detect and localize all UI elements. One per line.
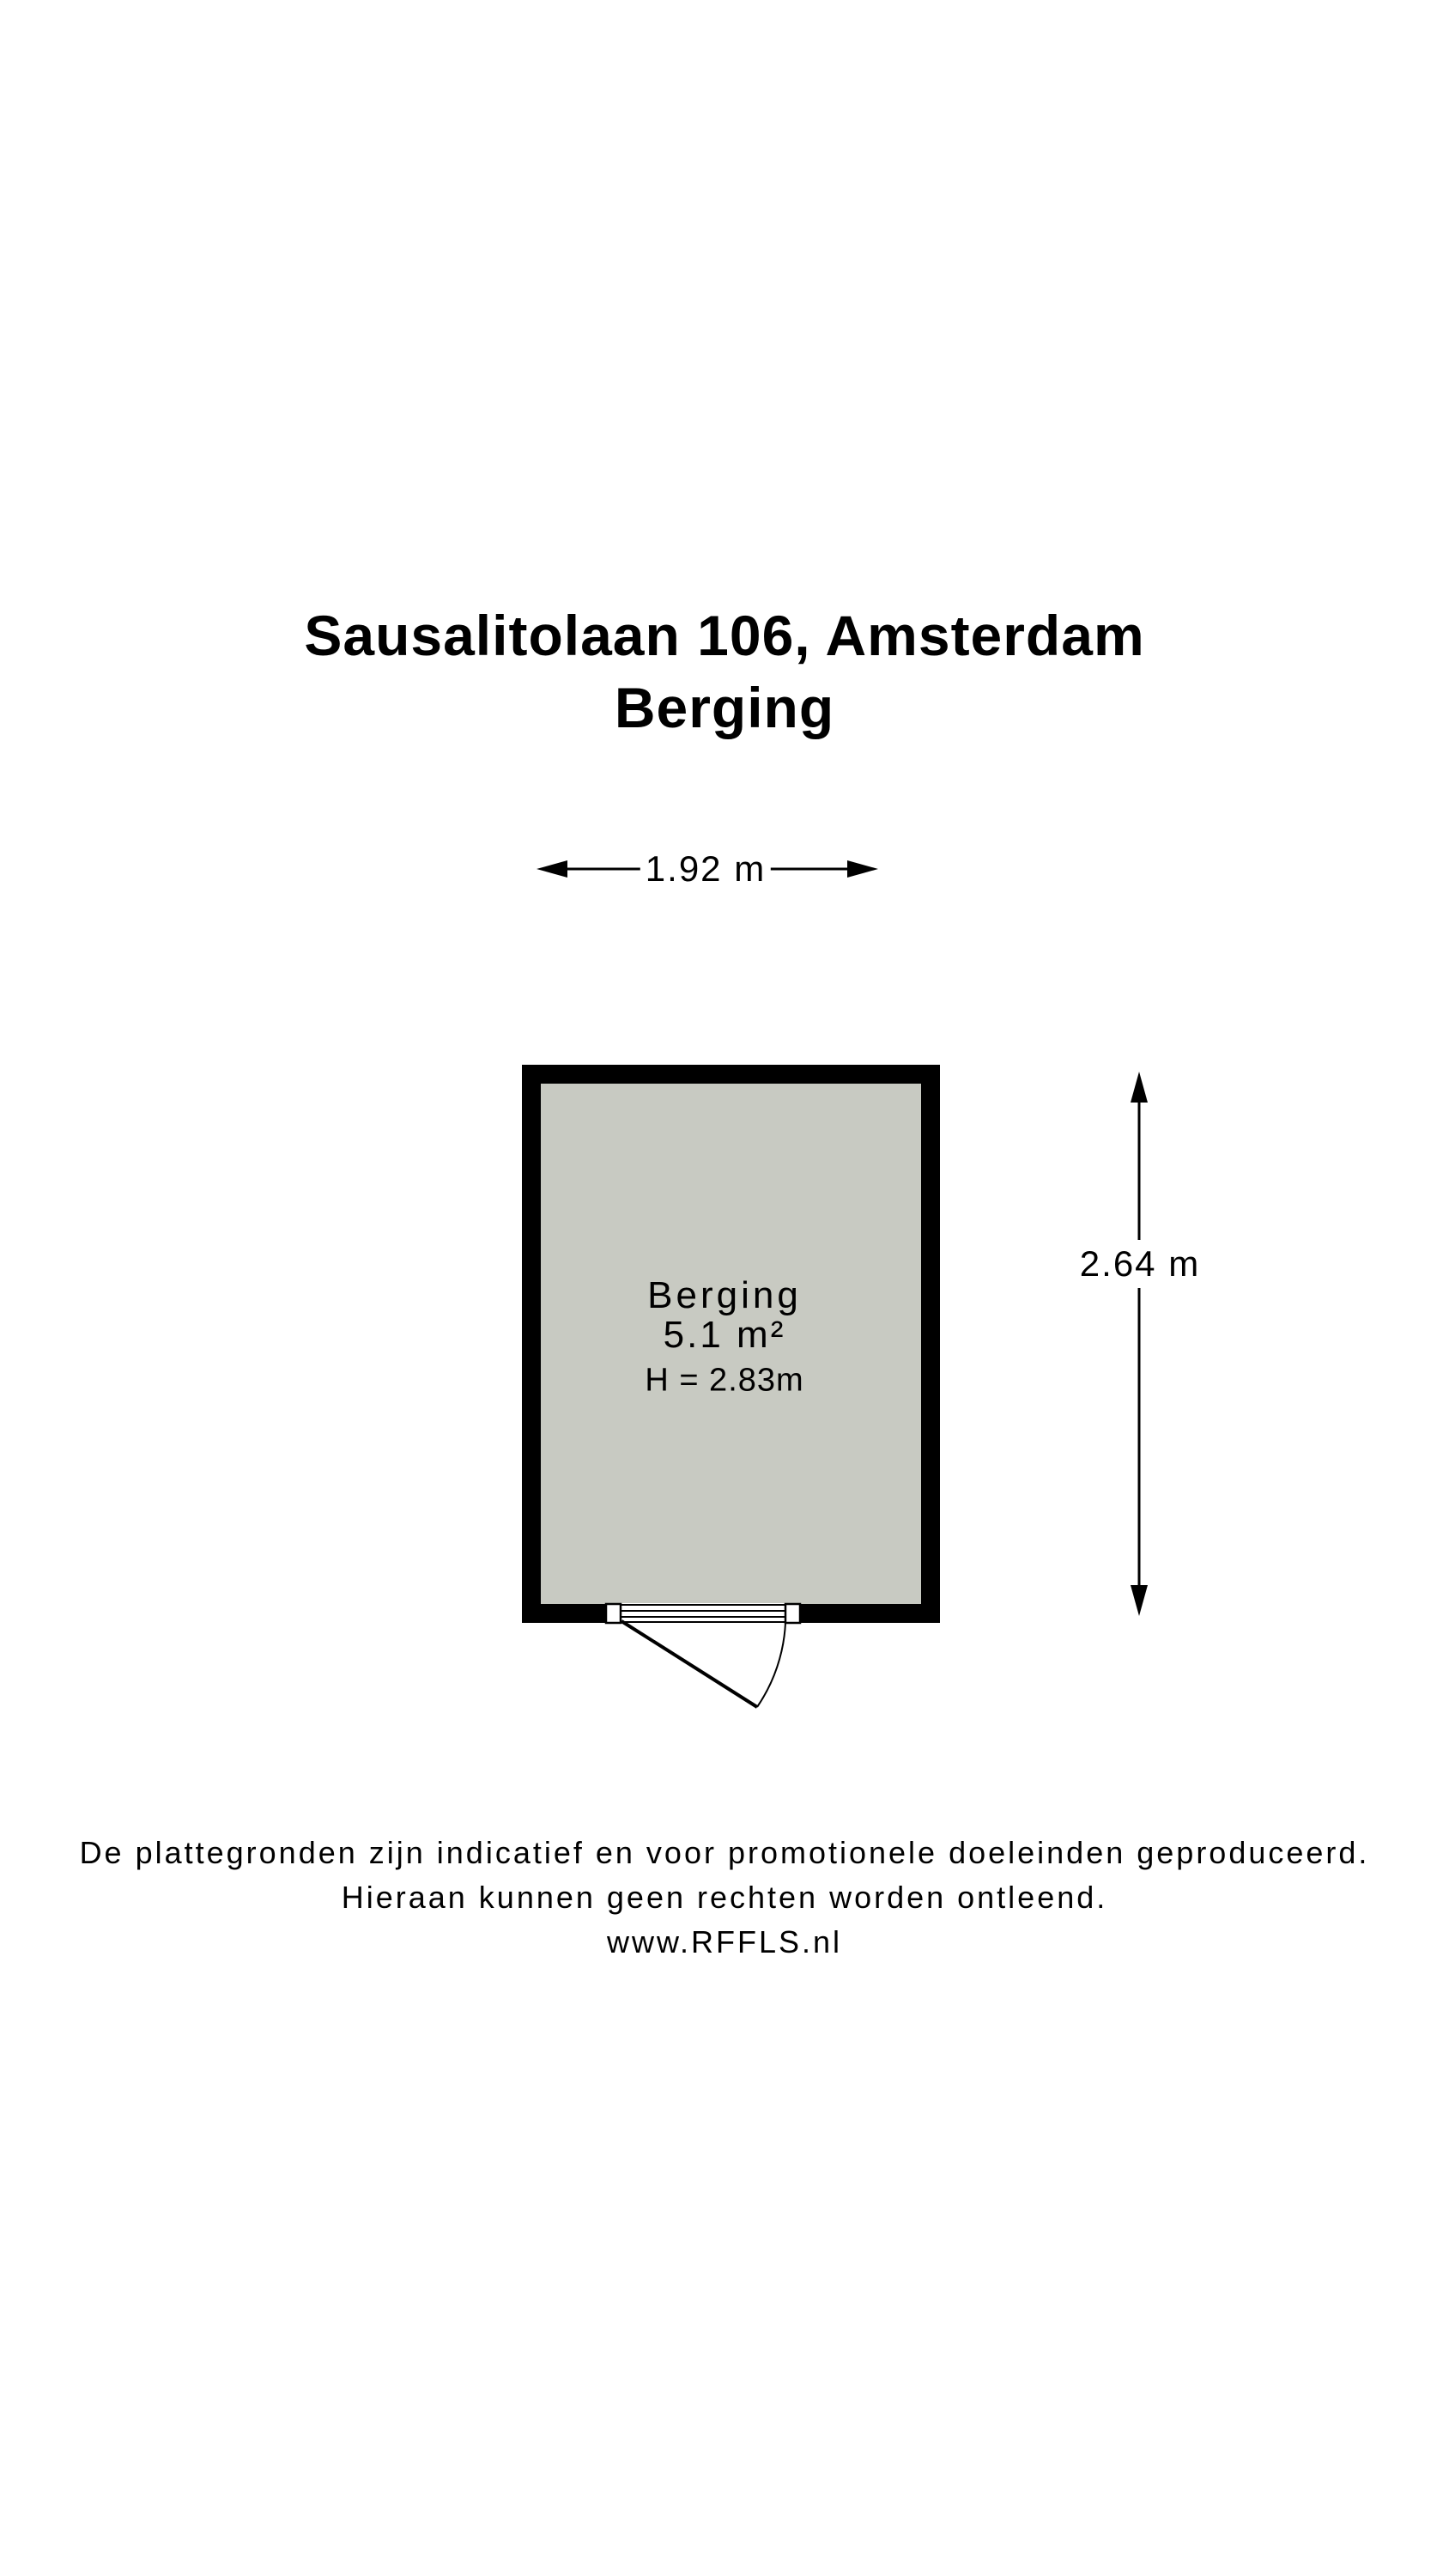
footer-website: www.RFFLS.nl <box>606 1924 843 1959</box>
door-leaf <box>621 1621 757 1707</box>
door-swing-arc <box>757 1623 785 1707</box>
title-address: Sausalitolaan 106, Amsterdam <box>304 604 1145 667</box>
arrow-right-icon <box>847 860 878 878</box>
width-dimension-label: 1.92 m <box>640 848 771 890</box>
door-jamb-left <box>606 1604 621 1623</box>
disclaimer-line-1: De plattegronden zijn indicatief en voor promotionele doeleinden geproduceerd. <box>79 1835 1370 1870</box>
room-name-label: Berging <box>647 1274 802 1316</box>
arrow-up-icon <box>1131 1072 1148 1103</box>
disclaimer-line-2: Hieraan kunnen geen rechten worden ontleend. <box>341 1880 1108 1915</box>
arrow-left-icon <box>537 860 567 878</box>
room-area-label: 5.1 m² <box>663 1314 786 1356</box>
door-jamb-right <box>785 1604 800 1623</box>
footer-disclaimer <box>0 1831 1449 1965</box>
arrow-down-icon <box>1131 1585 1148 1616</box>
height-dimension-label: 2.64 m <box>1075 1243 1205 1285</box>
room-height-label: H = 2.83m <box>645 1362 804 1399</box>
height-dimension-arrow <box>1131 1072 1148 1616</box>
door-opening <box>606 1603 800 1624</box>
door <box>606 1603 800 1707</box>
title-room-type: Berging <box>614 676 835 739</box>
